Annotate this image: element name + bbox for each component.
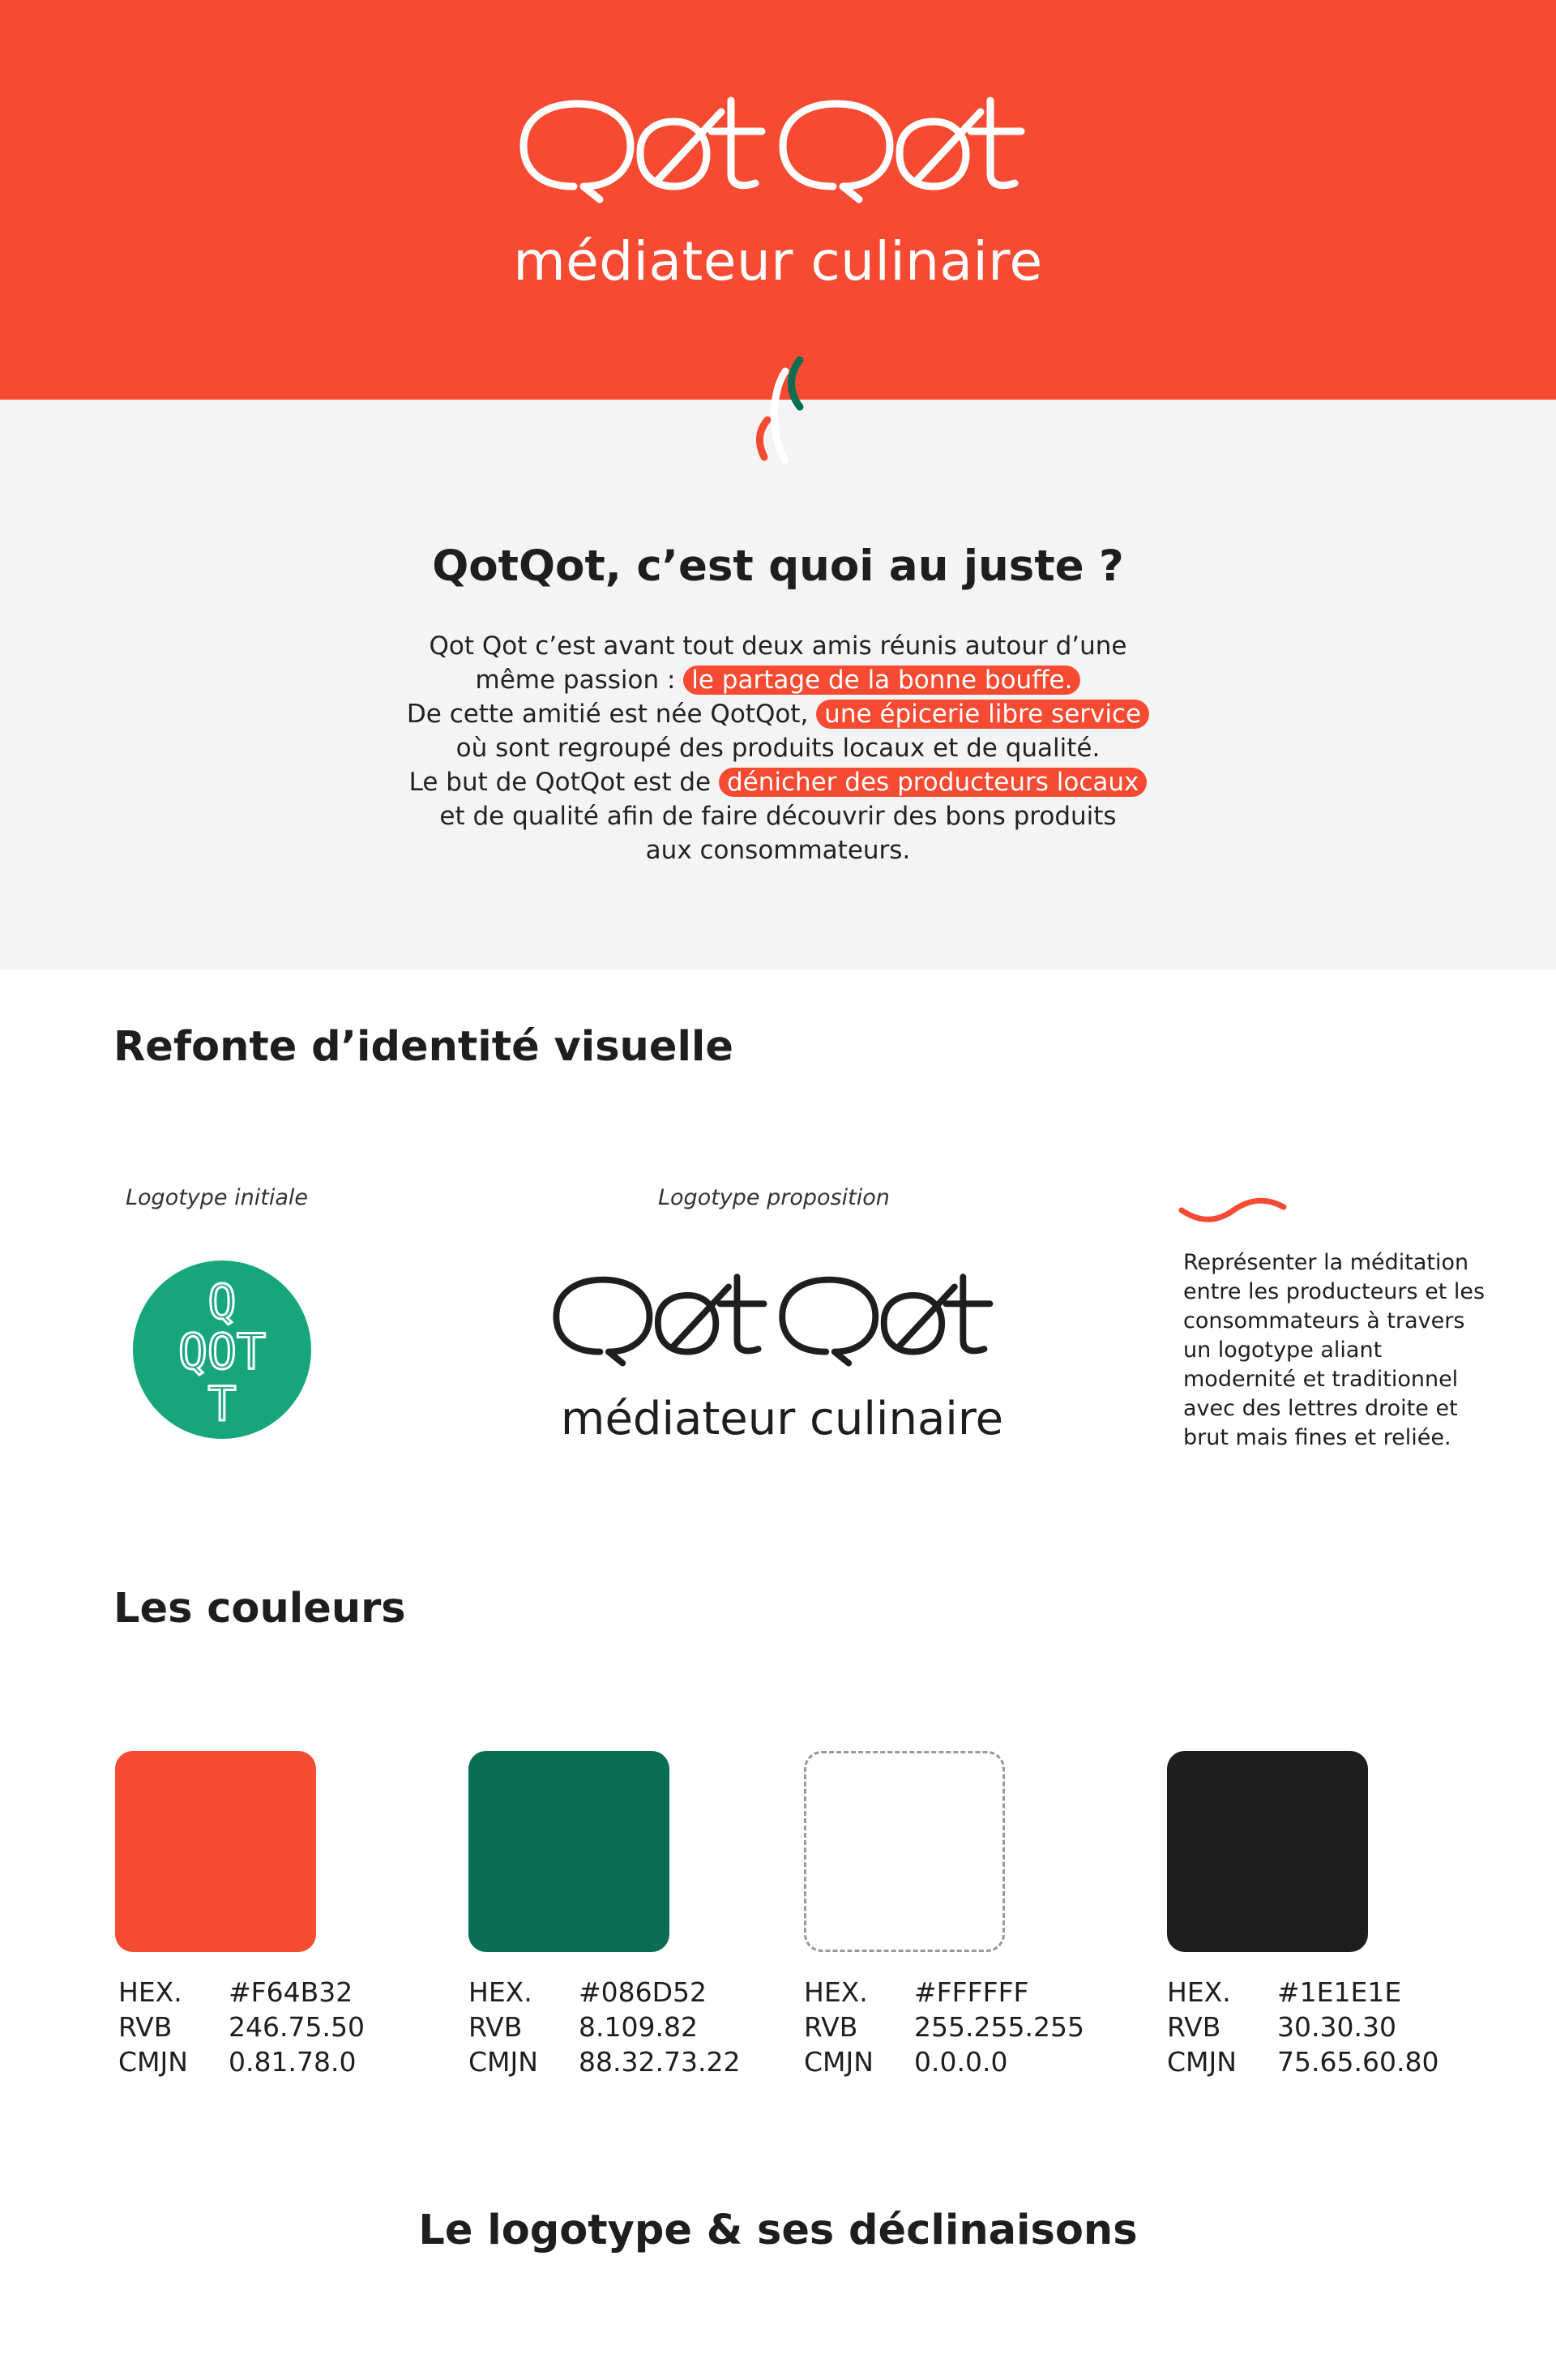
identity-description: Représenter la méditation entre les producteurs et les consommateurs à travers un logotype aliant modernité et traditionnel avec des lettres droite et brut mais fines et reliée. bbox=[1183, 1250, 1485, 1450]
swatch-white bbox=[804, 1751, 1005, 1952]
wave-icon bbox=[1177, 1194, 1290, 1226]
cmyk-value: 0.0.0.0 bbox=[914, 2046, 1008, 2078]
intro-line: et de qualité afin de faire découvrir des bons produits bbox=[439, 802, 1117, 831]
intro-line: même passion : le partage de la bonne bouffe. bbox=[308, 663, 1248, 697]
qotqot-logo-black bbox=[551, 1273, 1005, 1372]
cmyk-label: CMJN bbox=[804, 2046, 874, 2078]
qotqot-logo-white bbox=[519, 96, 1037, 209]
initial-logo-letter-bot: T bbox=[207, 1376, 237, 1432]
highlight: dénicher des producteurs locaux bbox=[719, 768, 1147, 797]
quote-mark-icon bbox=[742, 357, 814, 470]
rgb-value: 255.255.255 bbox=[914, 2011, 1084, 2043]
initial-logo-letter-top: Q bbox=[207, 1274, 237, 1329]
cmyk-value: 75.65.60.80 bbox=[1277, 2046, 1439, 2078]
spec-red bbox=[118, 1975, 365, 2079]
identity-title: Refonte d’identité visuelle bbox=[113, 1023, 733, 1071]
spec-green bbox=[468, 1975, 740, 2079]
swatch-red bbox=[115, 1751, 316, 1952]
rgb-value: 30.30.30 bbox=[1277, 2011, 1396, 2043]
intro-title: QotQot, c’est quoi au juste ? bbox=[432, 541, 1124, 591]
rgb-label: RVB bbox=[468, 2011, 523, 2043]
rgb-label: RVB bbox=[118, 2011, 173, 2043]
hero-tagline: médiateur culinaire bbox=[513, 230, 1043, 293]
cmyk-label: CMJN bbox=[118, 2046, 188, 2078]
colors-title: Les couleurs bbox=[113, 1585, 406, 1633]
hex-value: #1E1E1E bbox=[1277, 1976, 1402, 2008]
caption-initial-logo: Logotype initiale bbox=[126, 1185, 308, 1210]
swatch-green bbox=[468, 1751, 669, 1952]
highlight: le partage de la bonne bouffe. bbox=[683, 666, 1080, 695]
swatch-black bbox=[1167, 1751, 1368, 1952]
cmyk-label: CMJN bbox=[1167, 2046, 1237, 2078]
cmyk-value: 88.32.73.22 bbox=[579, 2046, 741, 2078]
rgb-label: RVB bbox=[804, 2011, 858, 2043]
proposal-tagline: médiateur culinaire bbox=[560, 1393, 1004, 1445]
rgb-label: RVB bbox=[1167, 2011, 1221, 2043]
hex-value: #F64B32 bbox=[229, 1976, 353, 2008]
intro-line: Qot Qot c’est avant tout deux amis réunis autour d’une bbox=[429, 631, 1127, 661]
cmyk-label: CMJN bbox=[468, 2046, 538, 2078]
spec-white bbox=[804, 1975, 1084, 2079]
intro-paragraph bbox=[308, 629, 1248, 867]
initial-logo bbox=[132, 1260, 312, 1440]
intro-line: aux consommateurs. bbox=[645, 836, 911, 865]
rgb-value: 8.109.82 bbox=[579, 2011, 698, 2043]
intro-line: De cette amitié est née QotQot, une épicerie libre service bbox=[308, 697, 1248, 731]
hex-label: HEX. bbox=[1167, 1976, 1231, 2008]
spec-black bbox=[1167, 1975, 1438, 2079]
logos-title: Le logotype & ses déclinaisons bbox=[418, 2207, 1138, 2254]
highlight: une épicerie libre service bbox=[816, 700, 1149, 729]
caption-proposal-logo: Logotype proposition bbox=[658, 1185, 890, 1210]
cmyk-value: 0.81.78.0 bbox=[229, 2046, 357, 2078]
hex-label: HEX. bbox=[468, 1976, 532, 2008]
initial-logo-letter-mid: QOT bbox=[177, 1324, 267, 1380]
hex-value: #FFFFFF bbox=[914, 1976, 1029, 2008]
rgb-value: 246.75.50 bbox=[229, 2011, 365, 2043]
intro-line: Le but de QotQot est de dénicher des producteurs locaux bbox=[308, 765, 1248, 799]
hex-label: HEX. bbox=[804, 1976, 868, 2008]
intro-line: où sont regroupé des produits locaux et de qualité. bbox=[455, 734, 1101, 763]
hex-value: #086D52 bbox=[579, 1976, 707, 2008]
hex-label: HEX. bbox=[118, 1976, 182, 2008]
